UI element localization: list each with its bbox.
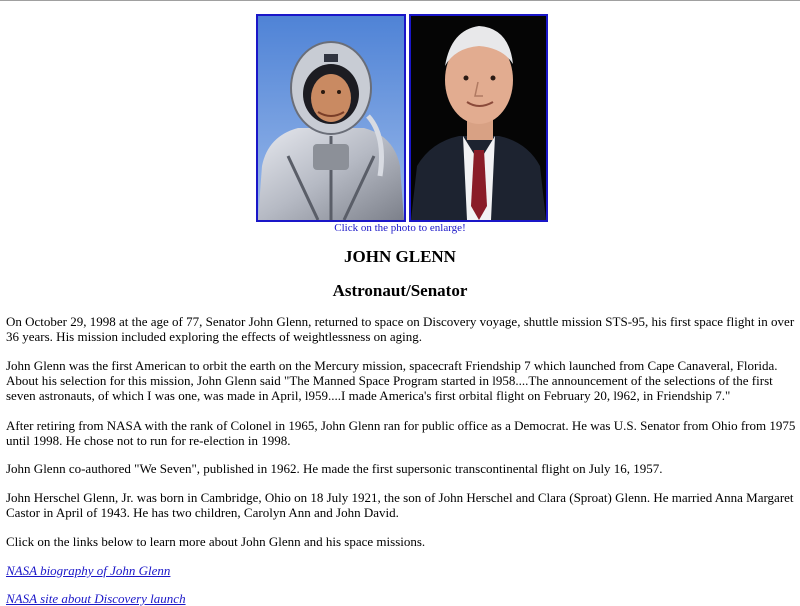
paragraph-we-seven: John Glenn co-authored "We Seven", published in 1962. He made the first supersonic transcontinental flight on July 16, 1957. (6, 461, 663, 476)
link-discovery-launch[interactable]: NASA site about Discovery launch (6, 591, 186, 606)
photo-senator[interactable] (409, 14, 548, 222)
paragraph-senate-career: After retiring from NASA with the rank of Colonel in 1965, John Glenn ran for public office as a Democrat. He was U.S. Senator from Ohio from 1975 until 1998. He chose not to run for re-election in 1998. (6, 418, 796, 448)
paragraph-early-life: John Herschel Glenn, Jr. was born in Cambridge, Ohio on 18 July 1921, the son of John Herschel and Clara (Sproat) Glenn. He married Anna Margaret Castor in April of 1943. He has two children, Carolyn Ann and John David. (6, 490, 794, 520)
paragraph-return-to-space: On October 29, 1998 at the age of 77, Senator John Glenn, returned to space on Discovery voyage, shuttle mission STS-95, his first space flight in over 36 years. His mission included exploring the effects of weightlessness on aging. (6, 314, 795, 344)
photo-gallery (256, 14, 548, 222)
photo-caption: Click on the photo to enlarge! (334, 222, 466, 234)
top-divider (0, 0, 800, 1)
paragraph-links-intro: Click on the links below to learn more about John Glenn and his space missions. (6, 534, 426, 549)
link-nasa-biography[interactable]: NASA biography of John Glenn (6, 563, 171, 578)
page-title: JOHN GLENN (344, 247, 456, 266)
astronaut-photo-image (258, 16, 404, 220)
page-subtitle: Astronaut/Senator (332, 281, 468, 300)
paragraph-first-orbit: John Glenn was the first American to orbit the earth on the Mercury mission, spacecraft Friendship 7 which launched from Cape Canaveral, Florida. About his selection for this mission, John Glenn said "The Manned Space Program started in l958....The announcement of the selections of the first seven astronauts, of which I was one, was made in April, l959....I made America's first orbital flight on February 20, l962, in Friendship 7." (6, 358, 778, 403)
senator-photo-image (411, 16, 546, 220)
photo-astronaut[interactable] (256, 14, 406, 222)
